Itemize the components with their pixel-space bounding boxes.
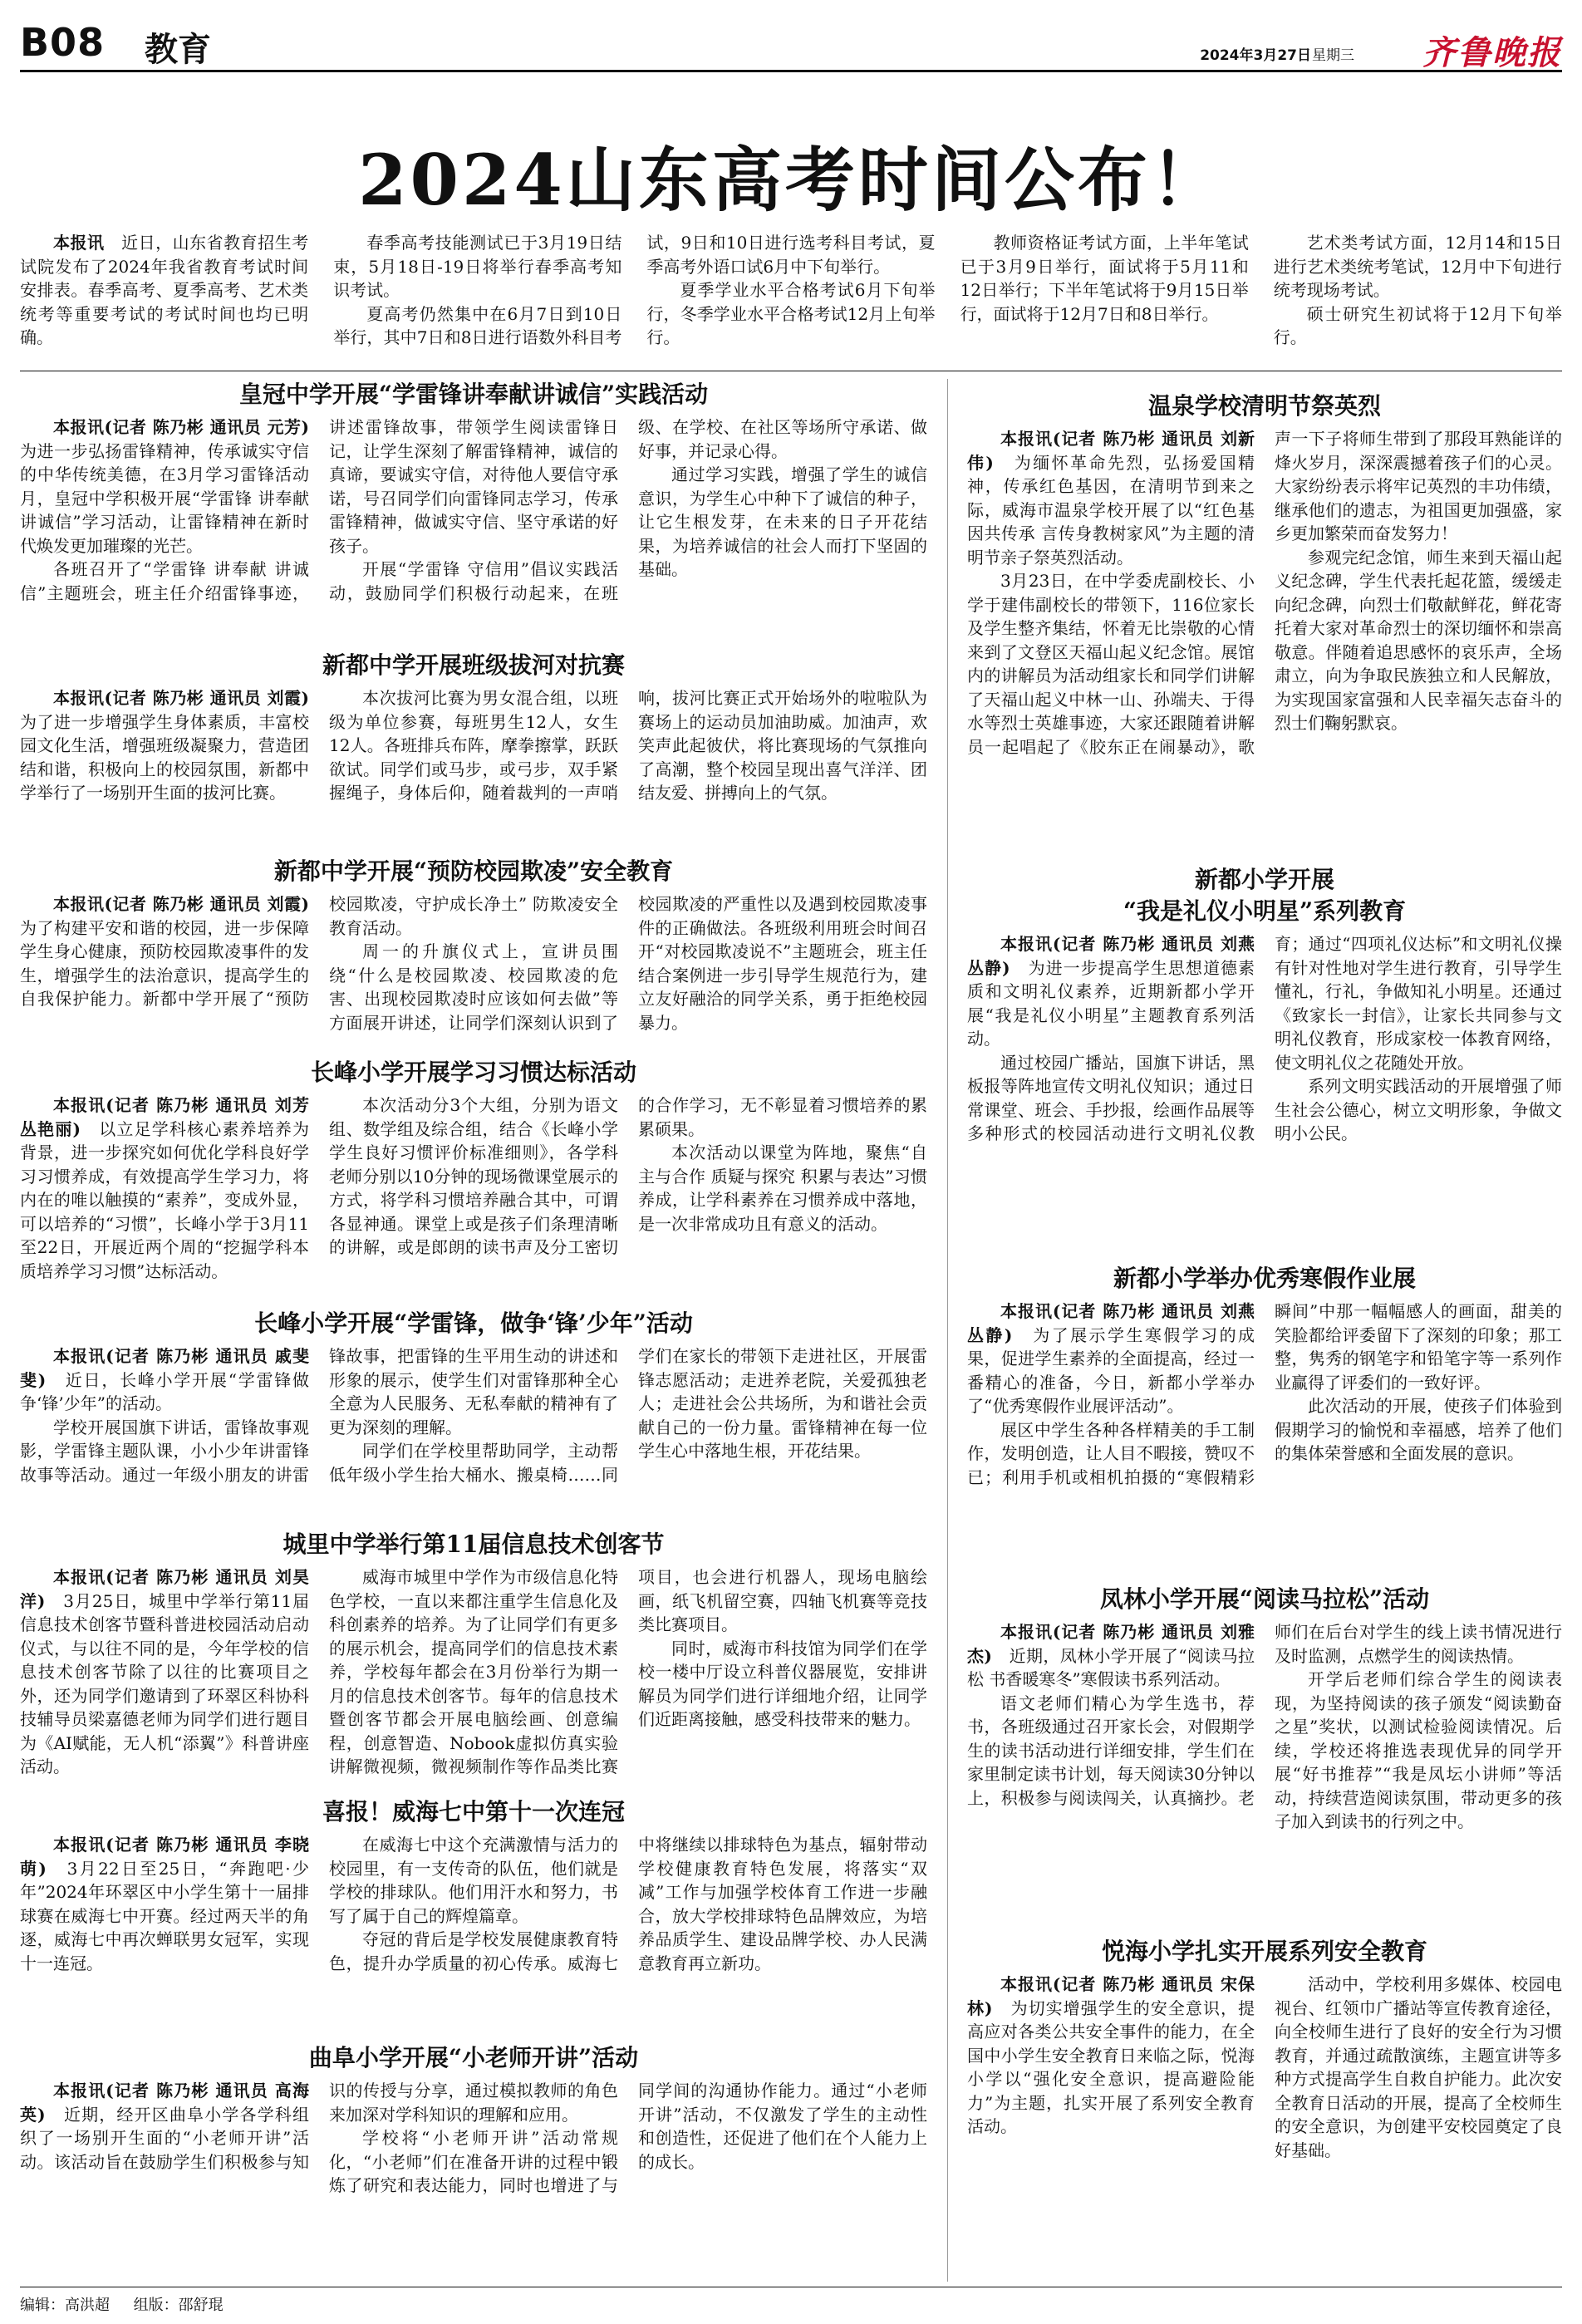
byline: 本报讯(记者 陈乃彬 通讯员 戚斐斐) (20, 1346, 309, 1390)
article-fenglin (967, 1584, 1562, 1933)
article-body: 本报讯(记者 陈乃彬 通讯员 刘新伟) 为缅怀革命先烈，弘扬爱国精神，传承红色基因，在清明节到来之际，威海市温泉学校开展了以“红色基因共传承 言传身教树家风”为主题的清明节亲子祭英烈活动。 3月23日，在中学委虎副校长、小学于建伟副校长的带领下，116位家长及学生整齐集结，怀着无比崇敬的心情来到了文登区天福山起义纪念馆。展馆内的讲解员为活动组家长和同学们讲解了天福山起义中林一山、孙端夫、于得水等烈士英雄事迹，大家还跟随着讲解员一起唱起了《胶东正在闹暴动》，歌声一下子将师生带到了那段耳熟能详的烽火岁月，深深震撼着孩子们的心灵。大家纷纷表示将牢记英烈的丰功伟绩，继承他们的遗志，为祖国更加强盛，家乡更加繁荣而奋发努力！ 参观完纪念馆，师生来到天福山起义纪念碑，学生代表托起花篮，缓缓走向纪念碑，向烈士们敬献鲜花，鲜花寄托着大家对革命烈士的深切缅怀和崇高敬意。伴随着追思感怀的哀乐声，全场肃立，向为争取民族独立和人民解放，为实现国家富强和人民幸福矢志奋斗的烈士们鞠躬默哀。 (967, 429, 1562, 757)
byline: 本报讯(记者 陈乃彬 通讯员 刘新伟) (967, 429, 1255, 473)
page-number: B08 (20, 20, 106, 65)
lead-para: 春季高考技能测试已于3月19日结束，5月18日-19日将举行春季高考知识考试。 (333, 233, 622, 300)
lead-article (20, 231, 1562, 364)
article-xindu-winter (967, 1263, 1562, 1580)
byline: 本报讯(记者 陈乃彬 通讯员 刘燕 丛静) (967, 934, 1255, 978)
lead-para: 硕士研究生初试将于12月下旬举行。 (1273, 303, 1562, 347)
lead-para: 艺术类考试方面，12月14和15日进行艺术类统考笔试，12月中下旬进行统考现场考试。 (1273, 233, 1562, 300)
article-title-line2: “我是礼仪小明星”系列教育 (1123, 897, 1407, 925)
article-title-line1: 新都小学开展 (1194, 866, 1334, 893)
byline: 本报讯(记者 陈乃彬 通讯员 刘霞) (53, 894, 309, 914)
article-title: 凤林小学开展“阅读马拉松”活动 (1099, 1585, 1430, 1613)
article-body: 本报讯(记者 陈乃彬 通讯员 刘燕 丛静) 为了展示学生寒假学习的成果，促进学生素养的全面提高，经过一番精心的准备，今日，新都小学举办了“优秀寒假作业展评活动”。 展区中学生各种各样精美的手工制作，发明创造，让人目不暇接，赞叹不已；利用手机或相机拍摄的“寒假精彩瞬间”中那一幅幅感人的画面，甜美的笑脸都给评委留下了深刻的印象；那工整，隽秀的钢笔字和铅笔字等一系列作业赢得了评委们的一致好评。 此次活动的开展，使孩子们体验到假期学习的愉悦和幸福感，培养了他们的集体荣誉感和全面发展的意识。 (967, 1301, 1562, 1487)
header-rule (20, 70, 1562, 72)
article-title: 长峰小学开展学习习惯达标活动 (310, 1059, 636, 1086)
article-body: 本报讯(记者 陈乃彬 通讯员 戚斐斐) 近日，长峰小学开展“学雷锋做争‘锋’少年”的活动。 学校开展国旗下讲话，雷锋故事观影，学雷锋主题队课，小小少年讲雷锋故事等活动。通过一年级小朋友的讲雷锋故事，把雷锋的生平用生动的讲述和形象的展示，使学生们对雷锋那种全心全意为人民服务、无私奉献的精神有了更为深刻的理解。 同学们在学校里帮助同学，主动帮低年级小学生抬大桶水、搬桌椅……同学们在家长的带领下走进社区，开展雷锋志愿活动；走进养老院，关爱孤独老人；走进社会公共场所，为和谐社会贡献自己的一份力量。雷锋精神在每一位学生心中落地生根，开花结果。 (20, 1346, 927, 1485)
article-xindu-primary (967, 864, 1562, 1255)
article-body: 本报讯(记者 陈乃彬 通讯员 高海英) 近期，经开区曲阜小学各学科组织了一场别开生面的“小老师开讲”活动。该活动旨在鼓励学生们积极参与知识的传授与分享，通过模拟教师的角色来加深对学科知识的理解和应用。 学校将“小老师开讲”活动常规化，“小老师”们在准备开讲的过程中锻炼了研究和表达能力，同时也增进了与同学间的沟通协作能力。通过“小老师开讲”活动，不仅激发了学生的主动性和创造性，还促进了他们在个人能力上的成长。 (20, 2081, 927, 2195)
article-body: 本报讯(记者 陈乃彬 通讯员 刘芳 丛艳丽) 以立足学科核心素养培养为背景，进一步探究如何优化学科良好学习习惯养成，有效提高学生学习力，将内在的唯以触摸的“素养”，变成外显，可以培养的“习惯”，长峰小学于3月11至22日，开展近两个周的“挖掘学科本质培养学习习惯”达标活动。 本次活动分3个大组，分别为语文组、数学组及综合组，结合《长峰小学学生良好习惯评价标准细则》，各学科老师分别以10分钟的现场微课堂展示的方式，将学科习惯培养融合其中，可谓各显神通。课堂上或是孩子们条理清晰的讲解，或是郎朗的读书声及分工密切的合作学习，无不彰显着习惯培养的累累硕果。 本次活动以课堂为阵地，聚焦“自主与合作 质疑与探究 积累与表达”习惯养成，让学科素养在习惯养成中落地，是一次非常成功且有意义的活动。 (20, 1095, 927, 1281)
article-body: 本报讯(记者 陈乃彬 通讯员 刘雅杰) 近期，凤林小学开展了“阅读马拉松 书香暖寒冬”寒假读书系列活动。 语文老师们精心为学生选书，荐书，各班级通过召开家长会，对假期学生的读书活动进行详细安排，学生们在家里制定读书计划，每天阅读30分钟以上，积极参与阅读闯关，认真摘抄。老师们在后台对学生的线上读书情况进行及时监测，点燃学生的阅读热情。 开学后老师们综合学生的阅读表现，为坚持阅读的孩子颁发“阅读勤奋之星”奖状，以测试检验阅读情况。后续，学校还将推选表现优异的同学开展“好书推荐”“我是凤坛小讲师”等活动，持续营造阅读氛围，带动更多的孩子加入到读书的行列之中。 (967, 1622, 1562, 1831)
article-body: 本报讯(记者 陈乃彬 通讯员 元芳) 为进一步弘扬雷锋精神，传承诚实守信的中华传统美德，在3月学习雷锋活动月，皇冠中学积极开展“学雷锋 讲奉献 讲诚信”学习活动，让雷锋精神在新时代焕发更加璀璨的光芒。 各班召开了“学雷锋 讲奉献 讲诚信”主题班会，班主任介绍雷锋事迹，讲述雷锋故事，带领学生阅读雷锋日记，让学生深刻了解雷锋精神，诚信的真谛，要诚实守信，对待他人要信守承诺，号召同学们向雷锋同志学习，传承雷锋精神，做诚实守信、坚守承诺的好孩子。 开展“学雷锋 守信用”倡议实践活动，鼓励同学们积极行动起来，在班级、在学校、在社区等场所守承诺、做好事，并记录心得。 通过学习实践，增强了学生的诚信意识，为学生心中种下了诚信的种子，让它生根发芽，在未来的日子开花结果，为培养诚信的社会人而打下坚固的基础。 (20, 417, 927, 603)
article-title: 新都中学开展“预防校园欺凌”安全教育 (273, 857, 674, 885)
article-title: 城里中学举行第11届信息技术创客节 (282, 1530, 665, 1558)
column-divider (947, 379, 948, 2282)
article-title: 新都小学举办优秀寒假作业展 (1113, 1265, 1416, 1292)
article-huangguan (20, 379, 927, 643)
editor-label: 编辑： (20, 2297, 65, 2314)
article-wenquan (967, 391, 1562, 856)
article-weihai7 (20, 1796, 927, 2037)
layout-label: 组版： (133, 2297, 179, 2314)
article-title: 皇冠中学开展“学雷锋讲奉献讲诚信”实践活动 (238, 381, 709, 408)
article-changfeng-leifeng (20, 1308, 927, 1526)
byline: 本报讯(记者 陈乃彬 通讯员 高海英) (20, 2081, 309, 2125)
layout-name: 邵舒琨 (178, 2297, 224, 2314)
article-title: 新都中学开展班级拔河对抗赛 (322, 651, 625, 679)
issue-weekday: 星期三 (1312, 47, 1354, 64)
article-chengli (20, 1529, 927, 1795)
lead-para: 本报讯 近日，山东省教育招生考试院发布了2024年我省教育考试时间安排表。春季高考、夏季高考、艺术类统考等重要考试的考试时间也均已明确。 (20, 233, 309, 347)
article-title: 曲阜小学开展“小老师开讲”活动 (308, 2044, 639, 2071)
byline: 本报讯(记者 陈乃彬 通讯员 刘芳 丛艳丽) (20, 1095, 309, 1139)
byline: 本报讯(记者 陈乃彬 通讯员 李晓萌) (20, 1835, 309, 1879)
article-body: 本报讯(记者 陈乃彬 通讯员 宋保林) 为切实增强学生的安全意识，提高应对各类公共安全事件的能力，在全国中小学生安全教育日来临之际，悦海小学以“强化安全意识，提高避险能力”为主题，扎实开展了系列安全教育活动。 活动中，学校利用多媒体、校园电视台、红领巾广播站等宣传教育途径，向全校师生进行了良好的安全行为习惯教育，并通过疏散演练，主题宣讲等多种方式提高学生自救自护能力。此次安全教育日活动的开展，提高了全校师生的安全意识，为创建平安校园奠定了良好基础。 (967, 1974, 1562, 2160)
section-name: 教育 (145, 31, 211, 69)
lead-para: 夏高考仍然集中在6月7日到10日举行，其中7日和8日进行语数外科目考试，9日和10日进行选考科目考试，夏季高考外语口试6月中下旬举行。 (333, 233, 936, 347)
article-qufu (20, 2042, 927, 2283)
byline: 本报讯(记者 陈乃彬 通讯员 元芳) (53, 417, 309, 437)
lead-dateline: 本报讯 (53, 233, 105, 253)
byline: 本报讯(记者 陈乃彬 通讯员 刘昊洋) (20, 1567, 309, 1611)
article-body: 本报讯(记者 陈乃彬 通讯员 刘昊洋) 3月25日，城里中学举行第11届信息技术创客节暨科普进校园活动启动仪式，与以往不同的是，今年学校的信息技术创客节除了以往的比赛项目之外，还为同学们邀请到了环翠区科协科技辅导员梁嘉德老师为同学们进行题目为《AI赋能，无人机“添翼”》科普讲座活动。 威海市城里中学作为市级信息化特色学校，一直以来都注重学生信息化及科创素养的培养。为了让同学们有更多的展示机会，提高同学们的信息技术素养，学校每年都会在3月份举行为期一月的信息技术创客节。每年的信息技术暨创客节都会开展电脑绘画、创意编程，创意智造、Nobook虚拟仿真实验讲解微视频，微视频制作等作品类比赛项目，也会进行机器人，现场电脑绘画，纸飞机留空赛，四轴飞机赛等竞技类比赛项目。 同时，威海市科技馆为同学们在学校一楼中厅设立科普仪器展览，安排讲解员为同学们进行详细地介绍，让同学们近距离接触，感受科技带来的魅力。 (20, 1567, 927, 1776)
page-footer (20, 2293, 224, 2315)
article-body: 本报讯(记者 陈乃彬 通讯员 刘霞) 为了构建平安和谐的校园，进一步保障学生身心健康，预防校园欺凌事件的发生，增强学生的法治意识，提高学生的自我保护能力。新都中学开展了“预防校园欺凌，守护成长净土” 防欺凌安全教育活动。 周一的升旗仪式上，宣讲员围绕“什么是校园欺凌、校园欺凌的危害、出现校园欺凌时应该如何去做”等方面展开讲述，让同学们深刻认识到了校园欺凌的严重性以及遇到校园欺凌事件的正确做法。各班级利用班会时间召开“对校园欺凌说不”主题班会，班主任结合案例进一步引导学生规范行为，建立友好融洽的同学关系，勇于拒绝校园暴力。 (20, 894, 927, 1033)
article-changfeng-habit (20, 1057, 927, 1304)
article-yuehai (967, 1936, 1562, 2285)
article-body: 本报讯(记者 陈乃彬 通讯员 刘霞) 为了进一步增强学生身体素质，丰富校园文化生活，增强班级凝聚力，营造团结和谐，积极向上的校园氛围，新都中学举行了一场别开生面的拔河比赛。 本次拔河比赛为男女混合组，以班级为单位参赛，每班男生12人，女生12人。各班排兵布阵，摩拳擦掌，跃跃欲试。同学们或马步，或弓步，双手紧握绳子，身体后仰，随着裁判的一声哨响，拔河比赛正式开始场外的啦啦队为赛场上的运动员加油助威。加油声，欢笑声此起彼伏，将比赛现场的气氛推向了高潮，整个校园呈现出喜气洋洋、团结友爱、拼搏向上的气氛。 (20, 688, 927, 803)
byline: 本报讯(记者 陈乃彬 通讯员 刘雅杰) (967, 1622, 1255, 1666)
article-body: 本报讯(记者 陈乃彬 通讯员 刘燕 丛静) 为进一步提高学生思想道德素质和文明礼仪素养，近期新都小学开展“我是礼仪小明星”主题教育系列活动。 通过校园广播站，国旗下讲话，黑板报等阵地宣传文明礼仪知识；通过日常课堂、班会、手抄报，绘画作品展等多种形式的校园活动进行文明礼仪教育；通过“四项礼仪达标”和文明礼仪操有针对性地对学生进行教育，引导学生懂礼，行礼，争做知礼小明星。还通过《致家长一封信》，让家长共同参与文明礼仪教育，形成家校一体教育网络，使文明礼仪之花随处开放。 系列文明实践活动的开展增强了师生社会公德心，树立文明形象，争做文明小公民。 (967, 934, 1562, 1143)
article-xindu-tug (20, 650, 927, 861)
article-title: 长峰小学开展“学雷锋，做争‘锋’少年”活动 (254, 1309, 693, 1337)
editor-name: 高洪超 (65, 2297, 110, 2314)
lead-para: 教师资格证考试方面，上半年笔试已于3月9日举行，面试将于5月11和12日举行；下半年笔试将于9月15日举行，面试将于12月7日和8日举行。 (960, 233, 1249, 324)
article-title: 悦海小学扎实开展系列安全教育 (1101, 1938, 1427, 1965)
article-xindu-bully (20, 856, 927, 1054)
article-body: 本报讯(记者 陈乃彬 通讯员 李晓萌) 3月22日至25日，“奔跑吧·少年”2024年环翠区中小学生第十一届排球赛在威海七中开赛。经过两天半的角逐，威海七中再次蝉联男女冠军，实现十一连冠。 在威海七中这个充满激情与活力的校园里，有一支传奇的队伍，他们就是学校的排球队。他们用汗水和努力，书写了属于自己的辉煌篇章。 夺冠的背后是学校发展健康教育特色，提升办学质量的初心传承。威海七中将继续以排球特色为基点，辐射带动学校健康教育特色发展，将落实“双减”工作与加强学校体育工作进一步融合，放大学校排球特色品牌效应，为培养品质学生、建设品牌学校、办人民满意教育再立新功。 (20, 1835, 927, 1973)
byline: 本报讯(记者 陈乃彬 通讯员 宋保林) (967, 1974, 1255, 2018)
article-title: 温泉学校清明节祭英烈 (1147, 392, 1381, 420)
newspaper-logo: 齐鲁晚报 (1422, 33, 1562, 72)
page-header (20, 15, 1562, 72)
lead-body (20, 231, 1562, 350)
byline: 本报讯(记者 陈乃彬 通讯员 刘燕 丛静) (967, 1301, 1255, 1345)
article-title: 喜报！威海七中第十一次连冠 (322, 1798, 625, 1825)
main-headline: 2024山东高考时间公布！ (358, 139, 1224, 221)
issue-date: 2024年3月27日 (1200, 47, 1311, 64)
lead-para: 夏季学业水平合格考试6月下旬举行，冬季学业水平合格考试12月上旬举行。 (646, 280, 936, 347)
byline: 本报讯(记者 陈乃彬 通讯员 刘霞) (53, 688, 309, 708)
